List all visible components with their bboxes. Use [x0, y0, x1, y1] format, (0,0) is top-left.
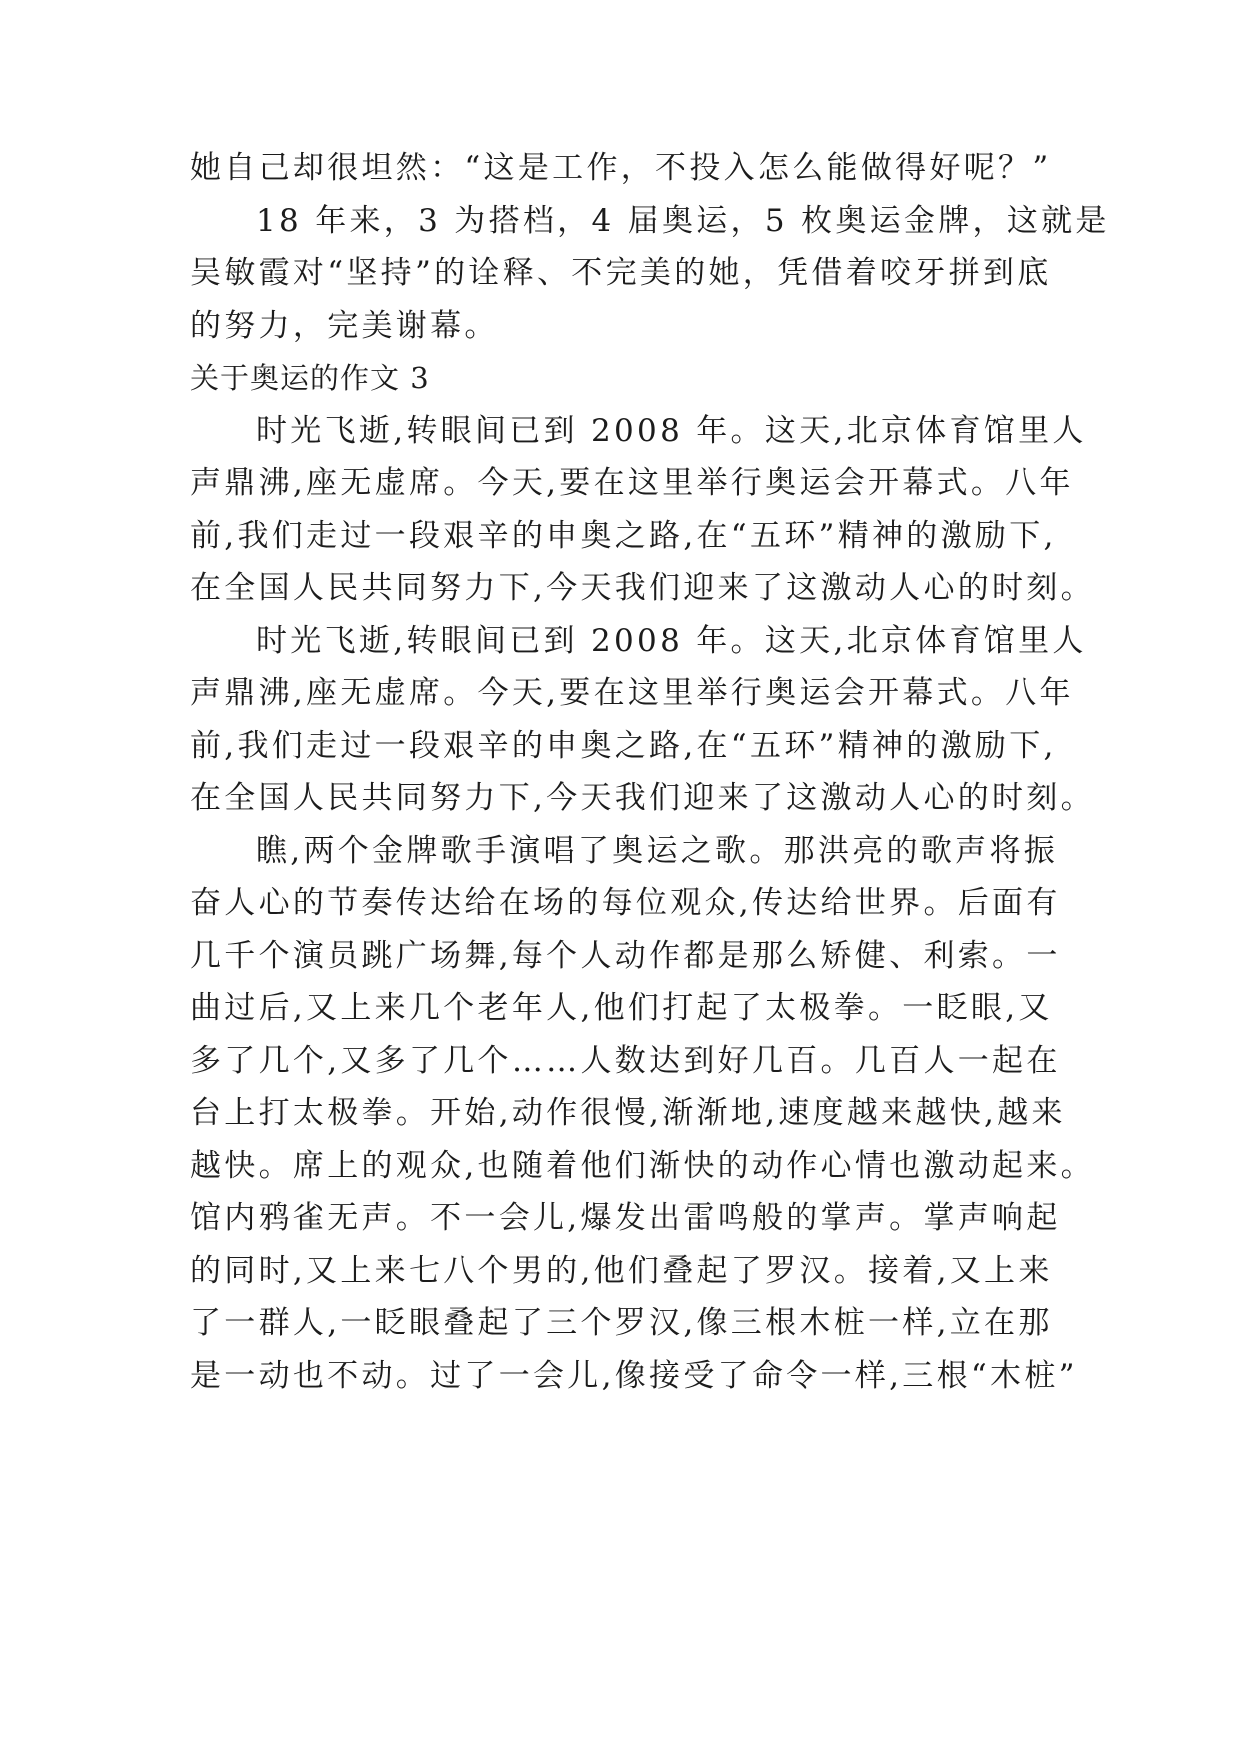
- text-line: 吴敏霞对“坚持”的诠释、不完美的她，凭借着咬牙拼到底: [190, 255, 1052, 291]
- text-line: 台上打太极拳。开始,动作很慢,渐渐地,速度越来越快,越来: [190, 1095, 1066, 1131]
- text-line: 声鼎沸,座无虚席。今天,要在这里举行奥运会开幕式。八年: [190, 465, 1074, 501]
- text-line: 声鼎沸,座无虚席。今天,要在这里举行奥运会开幕式。八年: [190, 675, 1074, 711]
- text-line: 前,我们走过一段艰辛的申奥之路,在“五环”精神的激励下,: [190, 728, 1057, 764]
- text-line: 了一群人,一眨眼叠起了三个罗汉,像三根木桩一样,立在那: [190, 1305, 1053, 1341]
- text-line: 她自己却很坦然：“这是工作，不投入怎么能做得好呢？”: [190, 150, 1052, 186]
- text-line: 多了几个,又多了几个……人数达到好几百。几百人一起在: [190, 1043, 1061, 1079]
- text-line: 馆内鸦雀无声。不一会儿,爆发出雷鸣般的掌声。掌声响起: [190, 1200, 1061, 1236]
- paragraph-first-line: 时光飞逝,转眼间已到 2008 年。这天,北京体育馆里人: [256, 413, 1087, 449]
- text-line: 的努力，完美谢幕。: [190, 308, 499, 344]
- text-line: 越快。席上的观众,也随着他们渐快的动作心情也激动起来。: [190, 1148, 1095, 1184]
- text-line: 曲过后,又上来几个老年人,他们打起了太极拳。一眨眼,又: [190, 990, 1053, 1026]
- text-line: 是一动也不动。过了一会儿,像接受了命令一样,三根“木桩”: [190, 1358, 1078, 1394]
- paragraph-first-line: 时光飞逝,转眼间已到 2008 年。这天,北京体育馆里人: [256, 623, 1087, 659]
- text-line: 几千个演员跳广场舞,每个人动作都是那么矫健、利索。一: [190, 938, 1061, 974]
- text-line: 在全国人民共同努力下,今天我们迎来了这激动人心的时刻。: [190, 570, 1095, 606]
- text-line: 奋人心的节奏传达给在场的每位观众,传达给世界。后面有: [190, 885, 1061, 921]
- paragraph-first-line: 瞧,两个金牌歌手演唱了奥运之歌。那洪亮的歌声将振: [256, 833, 1059, 869]
- text-line: 的同时,又上来七八个男的,他们叠起了罗汉。接着,又上来: [190, 1253, 1053, 1289]
- text-line: 前,我们走过一段艰辛的申奥之路,在“五环”精神的激励下,: [190, 518, 1057, 554]
- text-line: 在全国人民共同努力下,今天我们迎来了这激动人心的时刻。: [190, 780, 1095, 816]
- paragraph-first-line: 18 年来，3 为搭档，4 届奥运，5 枚奥运金牌，这就是: [256, 203, 1110, 239]
- section-heading: 关于奥运的作文 3: [190, 361, 430, 395]
